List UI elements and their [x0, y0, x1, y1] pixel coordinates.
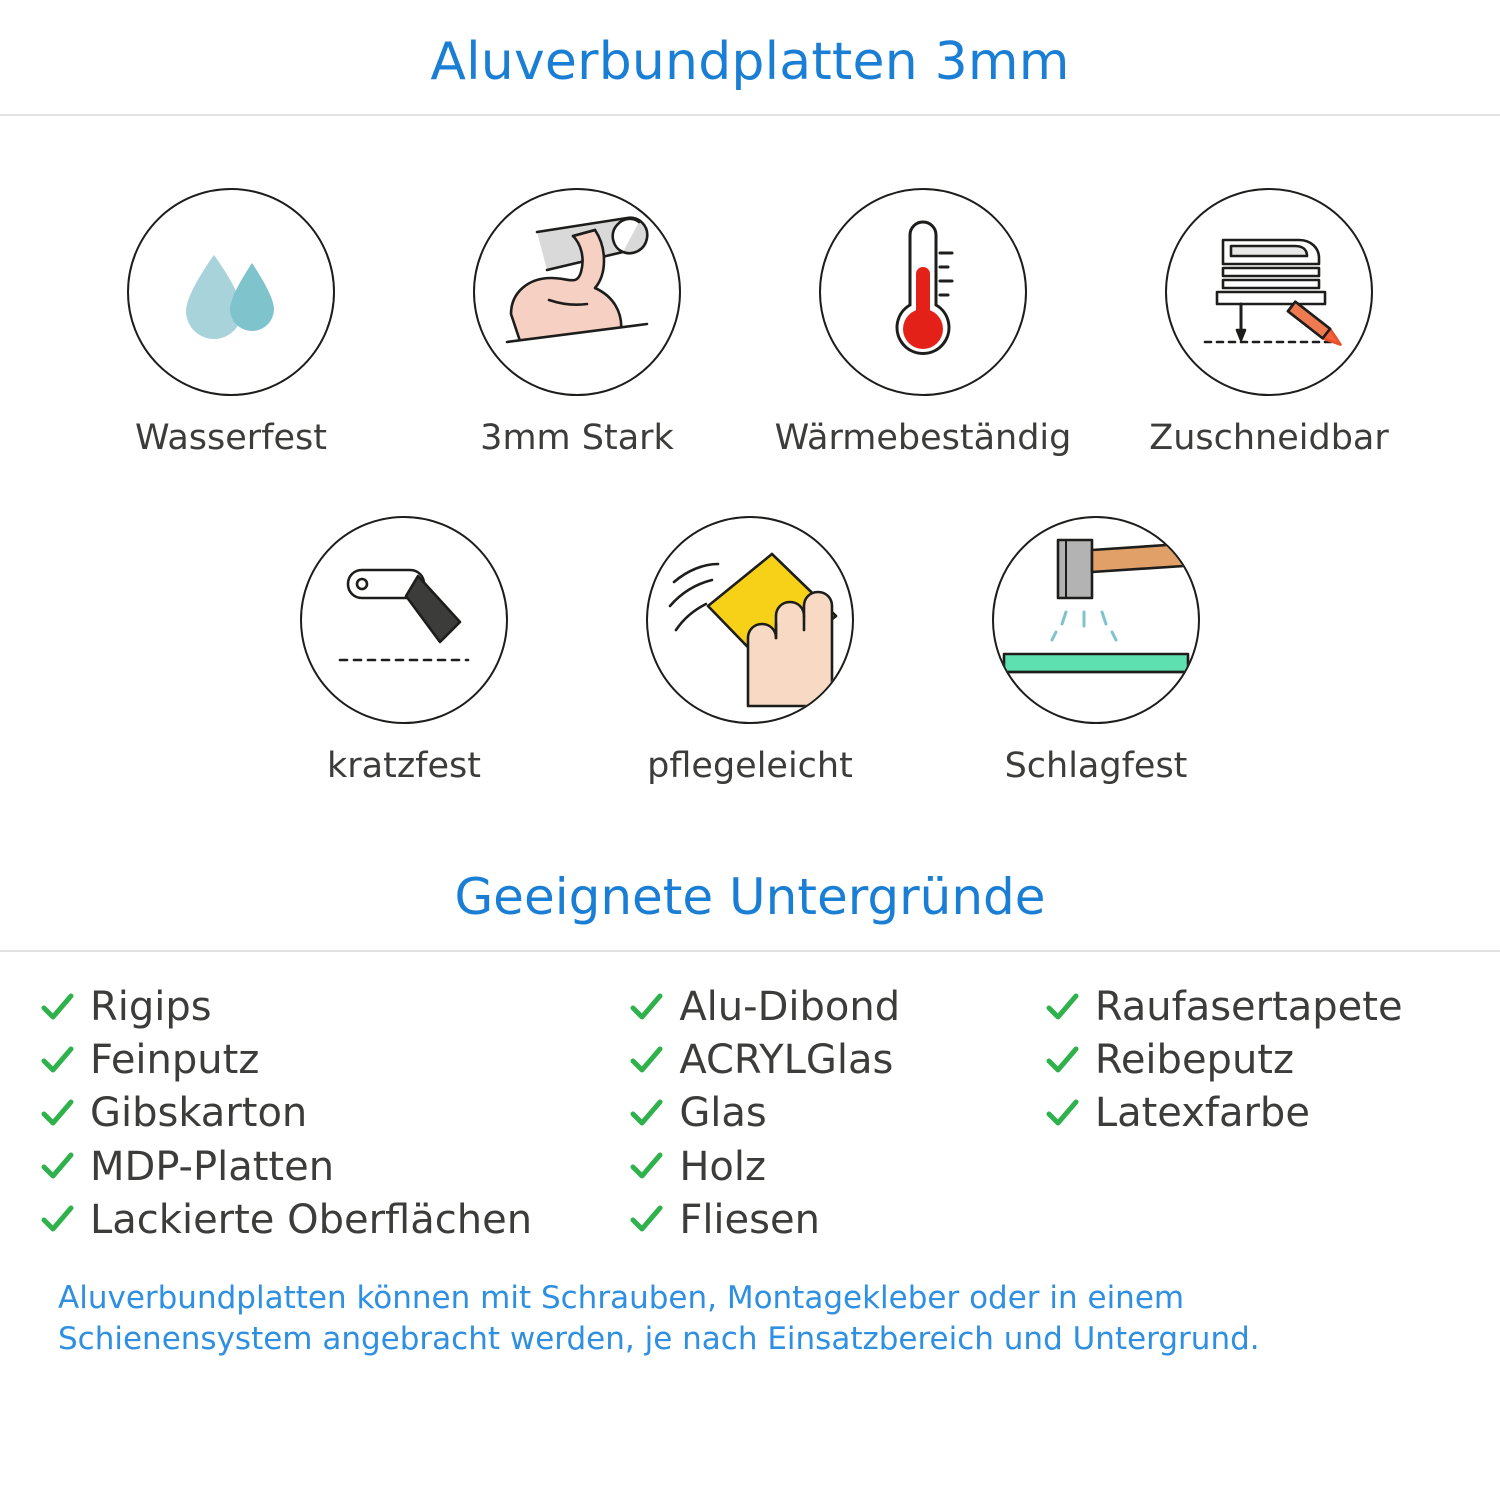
- check-icon: [629, 1044, 663, 1078]
- feature-icon-circle: [992, 516, 1200, 724]
- list-item: [629, 1196, 1035, 1243]
- list-item: [629, 1092, 1035, 1135]
- check-icon: [40, 1150, 74, 1184]
- list-item: [40, 1039, 619, 1082]
- substrates-title: Geeignete Untergründe: [454, 868, 1046, 926]
- list-item-label: Alu-Dibond: [679, 984, 901, 1030]
- feature-icon-circle: [1165, 188, 1373, 396]
- feature-label: Schlagfest: [1004, 746, 1188, 786]
- feature-label: pflegeleicht: [647, 746, 853, 786]
- thermometer-icon: [848, 207, 998, 377]
- substrates-list: [0, 952, 1500, 1242]
- list-item: [1045, 1039, 1460, 1082]
- list-item-label: Lackierte Oberflächen: [90, 1196, 533, 1243]
- feature-3mm-stark: [432, 188, 722, 458]
- check-icon: [1045, 1044, 1079, 1078]
- check-icon: [40, 1203, 74, 1237]
- feature-icon-circle: [819, 188, 1027, 396]
- feature-row-top: [0, 188, 1500, 458]
- feature-wasserfest: [86, 188, 376, 458]
- page-title: Aluverbundplatten 3mm: [430, 32, 1070, 92]
- list-item-label: Fliesen: [679, 1196, 820, 1243]
- feature-schlagfest: [951, 516, 1241, 786]
- hammer-impact-icon: [996, 520, 1196, 720]
- title-divider: [0, 114, 1500, 116]
- feature-icon-circle: [646, 516, 854, 724]
- check-icon: [629, 1203, 663, 1237]
- substrates-column-3: [1045, 986, 1460, 1242]
- list-item: [629, 986, 1035, 1029]
- list-item-label: Feinputz: [90, 1037, 260, 1084]
- feature-label: kratzfest: [326, 746, 481, 786]
- feature-icon-circle: [127, 188, 335, 396]
- check-icon: [40, 1044, 74, 1078]
- check-icon: [629, 1150, 663, 1184]
- feature-zuschneidbar: [1124, 188, 1414, 458]
- feature-icon-circle: [300, 516, 508, 724]
- jigsaw-cutter-icon: [1179, 202, 1359, 382]
- list-item-label: Reibeputz: [1094, 1037, 1294, 1084]
- check-icon: [1045, 1097, 1079, 1131]
- knife-scratch-icon: [314, 530, 494, 710]
- list-item-label: Latexfarbe: [1094, 1090, 1310, 1137]
- substrates-column-1: [40, 986, 619, 1242]
- list-item: [40, 1143, 619, 1190]
- check-icon: [1045, 991, 1079, 1025]
- list-item: [40, 1092, 619, 1135]
- list-item: [40, 1196, 619, 1243]
- list-item: [629, 1039, 1035, 1082]
- list-item-label: Holz: [679, 1143, 766, 1190]
- check-icon: [629, 991, 663, 1025]
- check-icon: [629, 1097, 663, 1131]
- check-icon: [40, 1097, 74, 1131]
- feature-label: Zuschneidbar: [1149, 418, 1389, 458]
- list-item: [629, 1143, 1035, 1190]
- check-icon: [40, 991, 74, 1025]
- feature-label: Wärmebeständig: [774, 418, 1072, 458]
- list-item: [40, 986, 619, 1029]
- list-item-label: Glas: [679, 1090, 767, 1137]
- feature-kratzfest: [259, 516, 549, 786]
- feature-pflegeleicht: [605, 516, 895, 786]
- list-item-label: ACRYLGlas: [679, 1037, 894, 1084]
- list-item-label: MDP-Platten: [90, 1143, 335, 1190]
- flexing-arm-icon: [477, 192, 677, 392]
- cleaning-cloth-hand-icon: [650, 520, 850, 720]
- list-item-label: Rigips: [90, 984, 212, 1030]
- substrates-column-2: [629, 986, 1035, 1242]
- list-item-label: Raufasertapete: [1094, 984, 1403, 1030]
- feature-icon-circle: [473, 188, 681, 396]
- list-item-label: Gibskarton: [90, 1090, 308, 1137]
- feature-label: Wasserfest: [134, 418, 328, 458]
- feature-label: 3mm Stark: [480, 418, 674, 458]
- footer-note: Aluverbundplatten können mit Schrauben, Montagekleber oder in einem Schienensystem angebracht werden, je nach Einsatzbereich und Untergrund.: [58, 1279, 1260, 1357]
- feature-row-bottom: [0, 516, 1500, 786]
- feature-waermebestaendig: [774, 188, 1072, 458]
- list-item: [1045, 986, 1460, 1029]
- list-item: [1045, 1092, 1460, 1135]
- water-drops-icon: [156, 217, 306, 367]
